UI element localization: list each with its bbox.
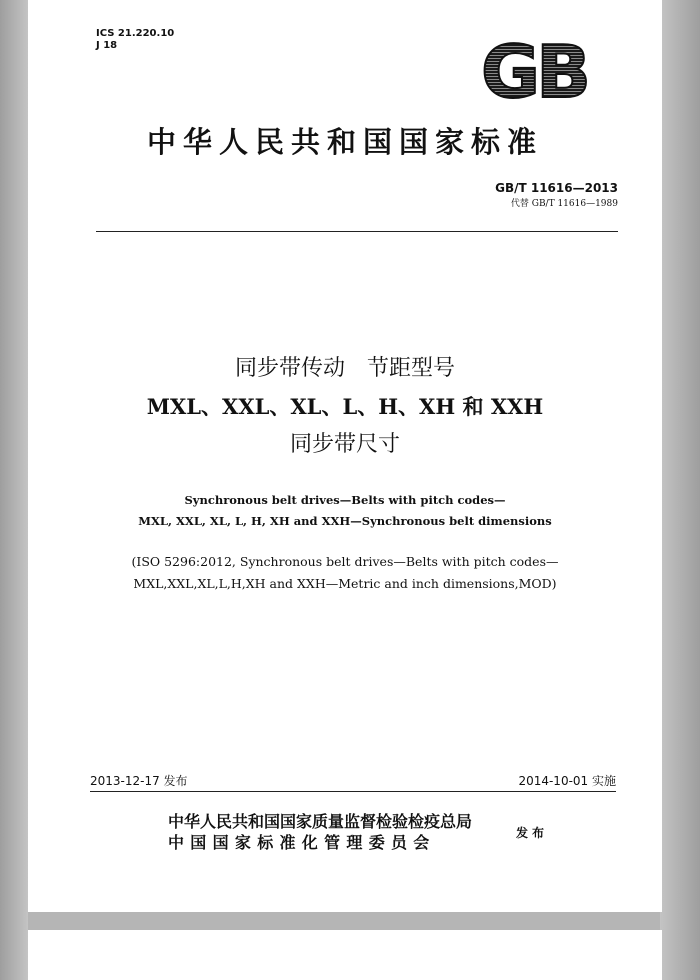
issuer-block — [168, 811, 472, 853]
en-title-line2: MXL, XXL, XL, L, H, XH and XXH—Synchronous belt dimensions — [138, 514, 552, 528]
document-page — [28, 0, 662, 912]
replaces-standard: 代替 GB/T 11616—1989 — [510, 199, 618, 209]
chinese-title — [28, 350, 662, 464]
english-title — [28, 490, 662, 532]
iso-line2: MXL,XXL,XL,L,H,XH and XXH—Metric and inch dimensions,MOD) — [133, 576, 557, 591]
issuer-line1: 中华人民共和国国家质量监督检验检疫总局 — [168, 812, 473, 831]
gb-logo-text: GB — [481, 40, 587, 102]
standard-title: 中华人民共和国国家标准 — [146, 125, 543, 159]
right-margin — [660, 0, 700, 980]
cn-title-line2: MXL、XXL、XL、L、H、XH 和 XXH — [146, 394, 544, 419]
classification-codes — [96, 28, 174, 52]
next-page — [28, 930, 662, 980]
publish-label: 发布 — [516, 826, 549, 840]
effective-date: 2014-10-01 实施 — [518, 774, 616, 788]
header-rule — [96, 231, 618, 232]
standard-number-block — [495, 181, 618, 209]
ics-code: ICS 21.220.10 — [96, 28, 175, 39]
iso-line1: (ISO 5296:2012, Synchronous belt drives—Belts with pitch codes— — [131, 554, 559, 569]
standard-number: GB/T 11616—2013 — [495, 181, 618, 195]
cn-title-line1: 同步带传动 节距型号 — [234, 356, 455, 381]
ccs-code: J 18 — [96, 40, 118, 51]
left-margin — [0, 0, 28, 980]
issue-date: 2013-12-17 发布 — [90, 774, 188, 788]
iso-reference — [28, 551, 662, 595]
issuer-line2: 中国国家标准化管理委员会 — [168, 833, 436, 852]
en-title-line1: Synchronous belt drives—Belts with pitch codes— — [184, 493, 506, 507]
gb-logo — [454, 40, 614, 102]
footer-rule — [90, 791, 616, 792]
cn-title-line3: 同步带尺寸 — [289, 432, 400, 457]
